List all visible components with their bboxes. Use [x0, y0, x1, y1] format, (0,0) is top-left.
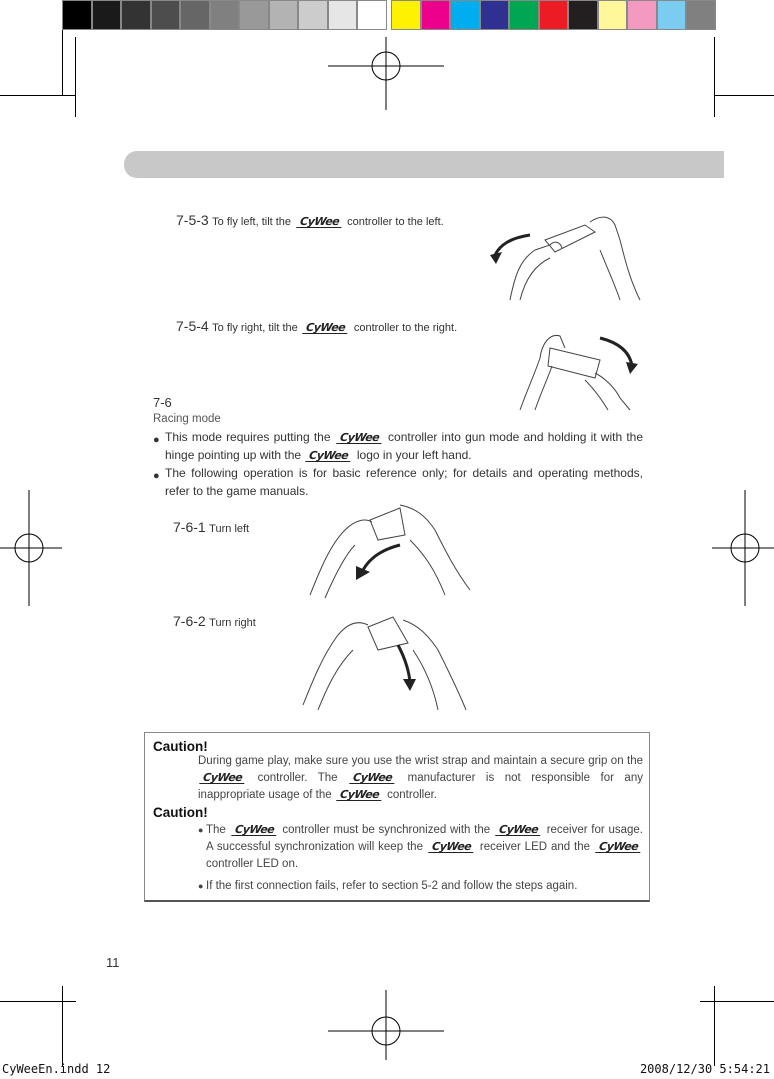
bullet-icon: ● [153, 470, 160, 482]
cywee-logo: CyWee [336, 790, 383, 801]
caution-title: Caution! [153, 739, 208, 754]
section-subtitle: Racing mode [153, 413, 221, 425]
step-7-5-4: 7-5-4 To fly right, tilt the CyWee controller to the right. [176, 318, 458, 334]
bullet-icon: ● [153, 434, 160, 446]
caution-title: Caution! [153, 805, 208, 820]
step-7-6-2: 7-6-2 Turn right [173, 613, 256, 629]
turn-right-illustration [298, 605, 473, 713]
cywee-logo: CyWee [595, 842, 642, 853]
bullet-reference: ● The following operation is for basic reference only; for details and operating methods, refer to the game manuals. [153, 466, 643, 498]
cywee-logo: CyWee [231, 825, 278, 836]
tilt-left-illustration [490, 210, 645, 305]
caution-box [144, 732, 650, 902]
caution-bullet-retry: ● If the first connection fails, refer to section 5-2 and follow the steps again. [198, 878, 643, 895]
cywee-logo: CyWee [428, 842, 475, 853]
footer-timestamp: 2008/12/30 5:54:21 [639, 1062, 770, 1076]
cywee-logo: CyWee [306, 451, 353, 462]
cywee-logo: CyWee [495, 825, 542, 836]
cywee-logo: CyWee [302, 323, 349, 334]
cywee-logo: CyWee [349, 773, 396, 784]
bullet-icon: ● [198, 825, 204, 835]
section-title: 7-6 [153, 395, 172, 410]
caution-bullet-sync: ● The CyWee controller must be synchronized with the CyWee receiver for usage. A successful synchronization will keep the CyWee receiver LED and the CyWee controller LED on. [198, 823, 643, 870]
cywee-logo: CyWee [199, 773, 246, 784]
turn-left-illustration [300, 500, 480, 600]
caution-text-1: During game play, make sure you use the wrist strap and maintain a secure grip on the CyWee controller. The CyWee manufacturer is not responsible for any inappropriate usage of the CyWee controller. [198, 755, 643, 801]
bullet-icon: ● [198, 881, 204, 891]
footer-filename: CyWeeEn.indd 12 [2, 1062, 111, 1076]
tilt-right-illustration [490, 318, 640, 413]
step-7-5-3: 7-5-3 To fly left, tilt the CyWee controller to the left. [176, 212, 444, 228]
bullet-gun-mode: ● This mode requires putting the CyWee controller into gun mode and holding it with the hinge pointing up with the CyWee logo in your left hand. [153, 430, 644, 462]
page-number: 11 [106, 955, 120, 970]
step-7-6-1: 7-6-1 Turn left [173, 519, 250, 535]
cywee-logo: CyWee [296, 217, 343, 228]
header-bar [124, 151, 724, 178]
cywee-logo: CyWee [336, 433, 383, 444]
